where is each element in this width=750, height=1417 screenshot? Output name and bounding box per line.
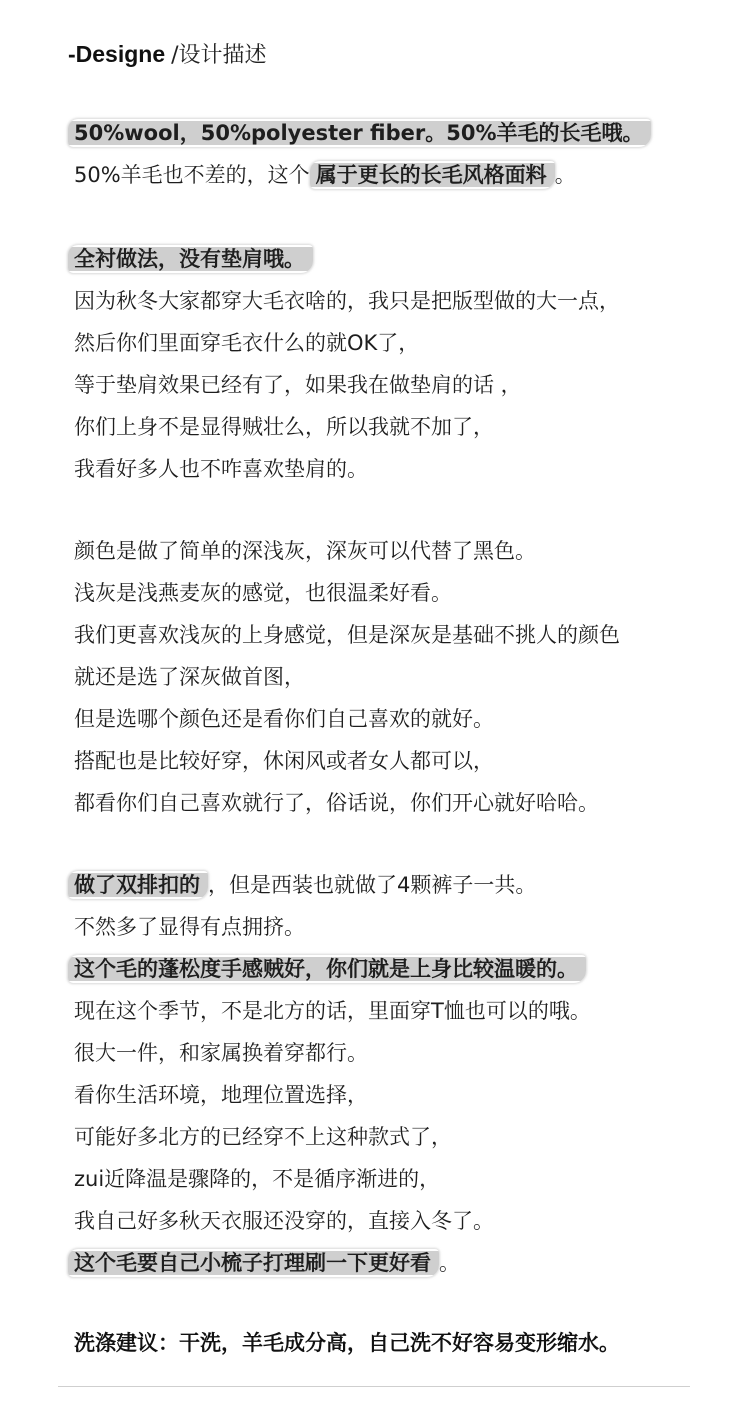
lining-line-4: 等于垫肩效果已经有了，如果我在做垫肩的话 ，: [74, 373, 522, 397]
highlight-mark: 这个毛要自己小梳子打理刷一下更好看: [68, 1249, 439, 1277]
style-line-9: 我自己好多秋天衣服还没穿的，直接入冬了。: [74, 1209, 494, 1233]
style-line-2: 不然多了显得有点拥挤。: [74, 915, 305, 939]
brand-title: -Designe: [68, 41, 166, 67]
color-line-6: 搭配也是比较好穿，休闲风或者女人都可以，: [74, 749, 494, 773]
highlight-mark: 这个毛的蓬松度手感贼好，你们就是上身比较温暖的。: [68, 955, 586, 983]
highlight-mark: 属于更长的长毛风格面料: [310, 161, 555, 189]
color-line-4: 就还是选了深灰做首图，: [74, 665, 305, 689]
color-line-5: 但是选哪个颜色还是看你们自己喜欢的就好。: [74, 707, 494, 731]
color-line-1: 颜色是做了简单的深浅灰，深灰可以代替了黑色。: [74, 539, 536, 563]
text-run: 50%羊毛也不差的，这个: [74, 163, 310, 187]
highlight-mark: 50%wool，50%polyester fiber。50%羊毛的长毛哦。: [68, 119, 651, 147]
wash-advice: 洗涤建议：干洗，羊毛成分高，自己洗不好容易变形缩水。: [74, 1331, 620, 1355]
style-line-4: 现在这个季节，不是北方的话，里面穿T恤也可以的哦。: [74, 999, 591, 1023]
text-run: 。: [554, 163, 576, 187]
color-line-2: 浅灰是浅燕麦灰的感觉，也很温柔好看。: [74, 581, 452, 605]
style-line-7: 可能好多北方的已经穿不上这种款式了，: [74, 1125, 452, 1149]
lining-line-5: 你们上身不是显得贼壮么，所以我就不加了，: [74, 415, 494, 439]
section-header: [68, 38, 267, 78]
style-line-8: zui近降温是骤降的，不是循序渐进的，: [74, 1167, 441, 1191]
material-line-1: [74, 112, 651, 154]
lining-line-1: [74, 238, 313, 280]
lining-line-6: 我看好多人也不咋喜欢垫肩的。: [74, 457, 368, 481]
section-subtitle: /设计描述: [171, 43, 267, 68]
style-line-5: 很大一件，和家属换着穿都行。: [74, 1041, 368, 1065]
style-line-1: [74, 864, 536, 906]
style-line-10: [74, 1242, 460, 1284]
highlight-mark: 做了双排扣的: [68, 871, 208, 899]
style-line-3: [74, 948, 586, 990]
lining-line-2: 因为秋冬大家都穿大毛衣啥的，我只是把版型做的大一点，: [74, 289, 620, 313]
color-line-7: 都看你们自己喜欢就行了，俗话说，你们开心就好哈哈。: [74, 791, 599, 815]
lining-line-3: 然后你们里面穿毛衣什么的就OK了，: [74, 331, 420, 355]
color-line-3: 我们更喜欢浅灰的上身感觉，但是深灰是基础不挑人的颜色: [74, 623, 620, 647]
highlight-mark: 全衬做法，没有垫肩哦。: [68, 245, 313, 273]
text-run: 。: [439, 1251, 460, 1275]
text-run: ，但是西装也就做了4颗裤子一共。: [208, 873, 537, 897]
style-line-6: 看你生活环境，地理位置选择，: [74, 1083, 368, 1107]
divider: [58, 1386, 690, 1387]
material-line-2: [74, 154, 576, 196]
